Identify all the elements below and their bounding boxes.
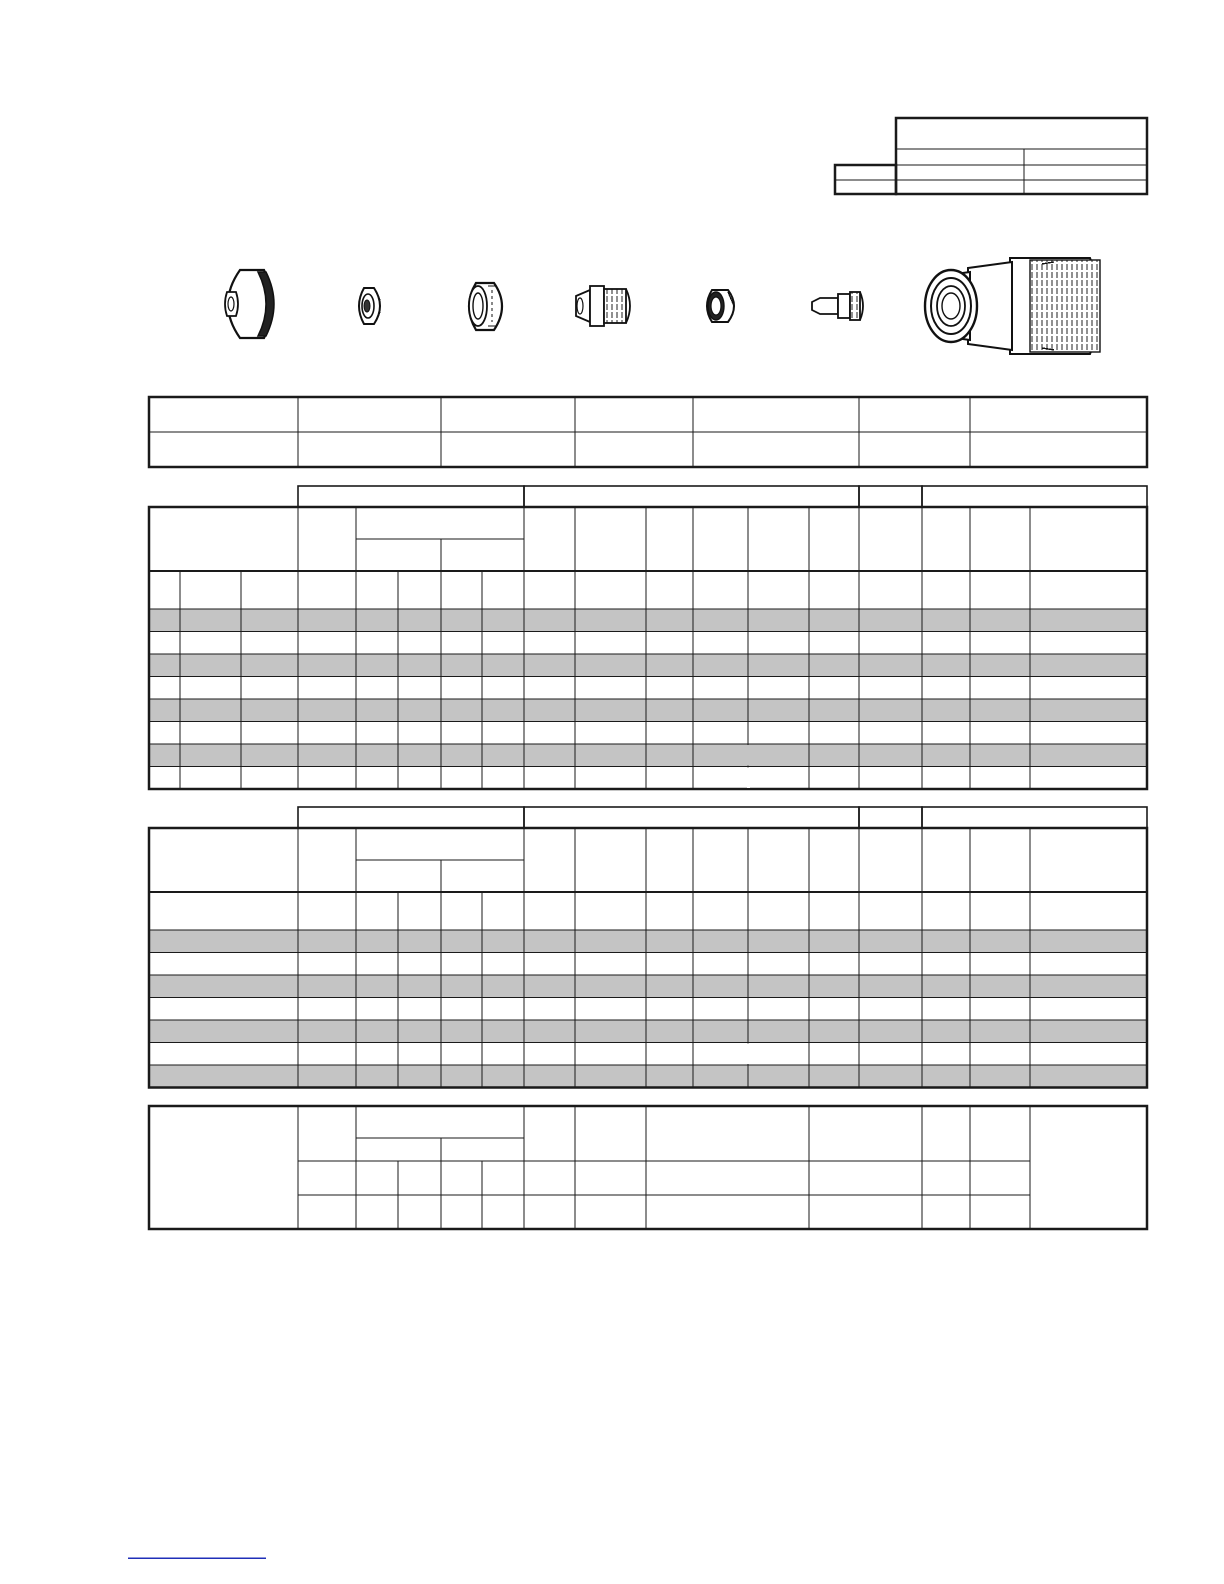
retaining-cap-icon: [359, 288, 380, 324]
group-header-cell: [922, 486, 1147, 507]
group-header-cell: [859, 486, 922, 507]
electrode-icon: [812, 292, 863, 320]
group-header-cell: [298, 807, 524, 828]
swirl-ring-icon: [469, 283, 502, 330]
gas-selection-table: [835, 118, 1147, 194]
table-row-shade: [149, 699, 1147, 722]
cut-chart-tables: [149, 397, 1147, 1229]
table-row-shade: [149, 744, 1147, 767]
table-row-shade: [149, 609, 1147, 632]
table-row-shade: [149, 1020, 1147, 1043]
table-row-shade: [149, 975, 1147, 998]
torch-body-icon: [925, 258, 1100, 354]
consumable-parts-row: [225, 258, 1100, 354]
group-header-cell: [524, 807, 859, 828]
group-header-cell: [524, 486, 859, 507]
cut-chart-table-2: [149, 828, 1147, 1088]
cut-chart-table-3: [149, 1106, 1147, 1229]
table-row-shade: [149, 654, 1147, 677]
shield-icon: [225, 270, 274, 338]
table-row-shade: [149, 930, 1147, 953]
nozzle-icon: [576, 286, 630, 326]
group-header-cell: [859, 807, 922, 828]
group-header-cell: [298, 486, 524, 507]
table-row-shade: [149, 1065, 1147, 1088]
group-header-cell: [922, 807, 1147, 828]
nozzle-retaining-cap-icon: [707, 290, 734, 322]
